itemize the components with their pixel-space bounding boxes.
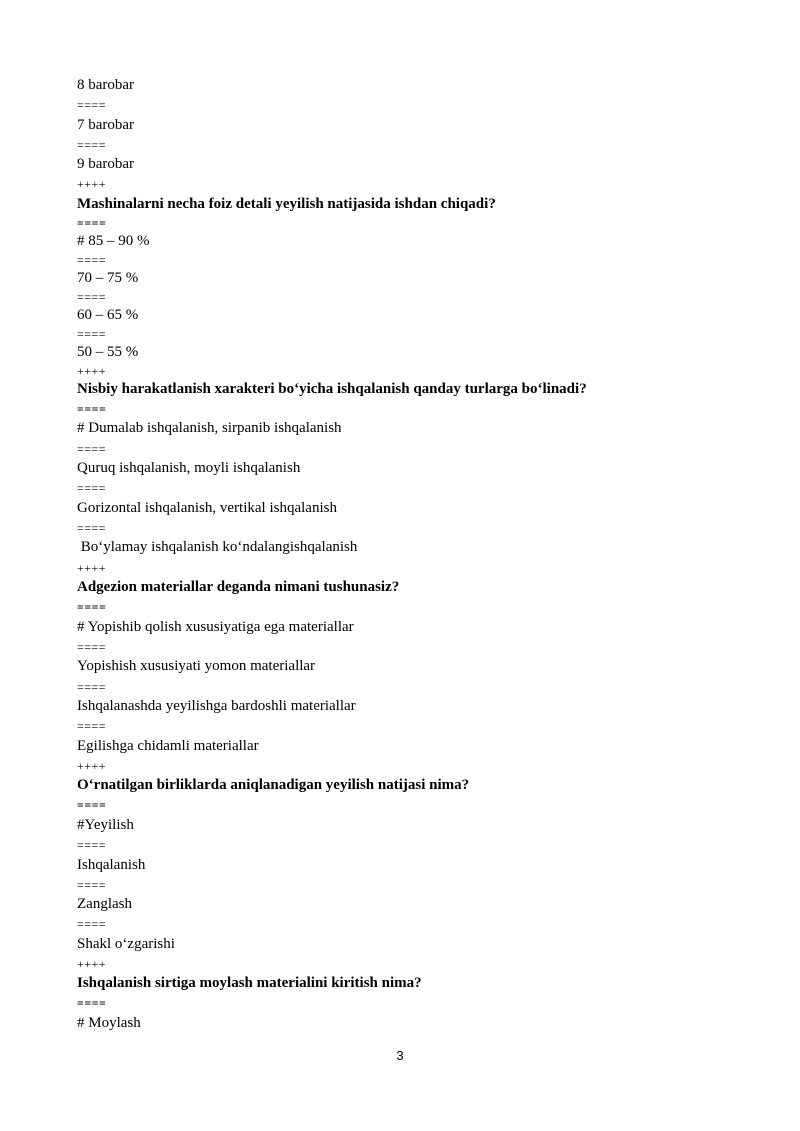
answer-option: Quruq ishqalanish, moyli ishqalanish [77, 460, 301, 476]
question-text: Nisbiy harakatlanish xarakteri bo‘yicha ishqalanish qanday turlarga bo‘linadi? [77, 381, 587, 397]
answer-option: Zanglash [77, 896, 132, 912]
answer-option: 8 barobar [77, 77, 135, 93]
option-separator: ==== [77, 327, 107, 341]
option-separator: ==== [77, 996, 107, 1010]
question-separator: ++++ [77, 759, 107, 773]
question-separator: ++++ [77, 177, 107, 191]
answer-option: Gorizontal ishqalanish, vertikal ishqalanish [77, 500, 337, 516]
answer-option: 60 – 65 % [77, 307, 139, 323]
option-separator: ==== [77, 838, 107, 852]
answer-option: Shakl o‘zgarishi [77, 936, 175, 952]
answer-option-correct: #Yeyilish [77, 817, 134, 833]
option-separator: ==== [77, 442, 107, 456]
answer-option: Egilishga chidamli materiallar [77, 738, 259, 754]
option-separator: ==== [77, 481, 107, 495]
question-text: Mashinalarni necha foiz detali yeyilish natijasida ishdan chiqadi? [77, 196, 496, 212]
option-separator: ==== [77, 402, 107, 416]
answer-option: 9 barobar [77, 156, 135, 172]
answer-option-correct: # Moylash [77, 1015, 141, 1031]
answer-option: 70 – 75 % [77, 270, 139, 286]
answer-option: Yopishish xususiyati yomon materiallar [77, 658, 316, 674]
question-separator: ++++ [77, 364, 107, 378]
option-separator: ==== [77, 878, 107, 892]
question-separator: ++++ [77, 957, 107, 971]
option-separator: ==== [77, 290, 107, 304]
option-separator: ==== [77, 138, 107, 152]
answer-option-correct: # 85 – 90 % [77, 233, 150, 249]
answer-option: Bo‘ylamay ishqalanish ko‘ndalangishqalanish [77, 539, 358, 555]
answer-option-correct: # Dumalab ishqalanish, sirpanib ishqalanish [77, 420, 342, 436]
answer-option-correct: # Yopishib qolish xususiyatiga ega materiallar [77, 619, 354, 635]
option-separator: ==== [77, 917, 107, 931]
option-separator: ==== [77, 216, 107, 230]
answer-option: 50 – 55 % [77, 344, 139, 360]
option-separator: ==== [77, 600, 107, 614]
option-separator: ==== [77, 521, 107, 535]
option-separator: ==== [77, 640, 107, 654]
option-separator: ==== [77, 719, 107, 733]
question-text: Ishqalanish sirtiga moylash materialini kiritish nima? [77, 975, 422, 991]
option-separator: ==== [77, 680, 107, 694]
option-separator: ==== [77, 98, 107, 112]
answer-option: Ishqalanashda yeyilishga bardoshli materiallar [77, 698, 356, 714]
answer-option: Ishqalanish [77, 857, 146, 873]
question-separator: ++++ [77, 561, 107, 575]
question-text: O‘rnatilgan birliklarda aniqlanadigan yeyilish natijasi nima? [77, 777, 470, 793]
page-number: 3 [396, 1048, 404, 1063]
question-text: Adgezion materiallar deganda nimani tushunasiz? [77, 579, 400, 595]
answer-option: 7 barobar [77, 117, 135, 133]
option-separator: ==== [77, 253, 107, 267]
option-separator: ==== [77, 798, 107, 812]
